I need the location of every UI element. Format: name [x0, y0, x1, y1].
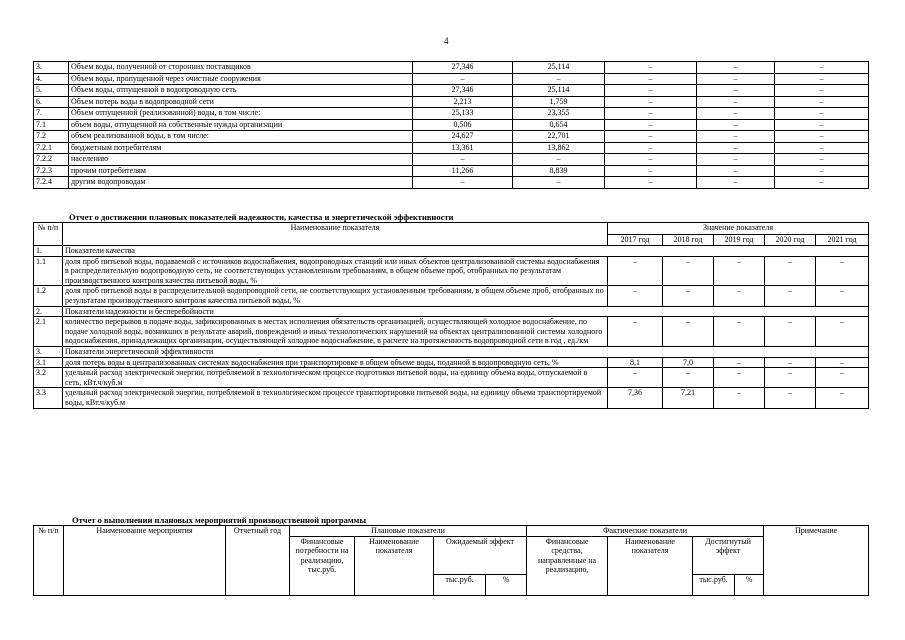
- row-value: –: [697, 154, 775, 166]
- row-value: –: [714, 286, 765, 306]
- row-name: Объем воды, пропущенной через очистные сооружения: [69, 73, 413, 85]
- row-value: –: [775, 165, 869, 177]
- indicators-header-year: 2021 год: [816, 234, 869, 246]
- section-title: Показатели энергетической эффективности: [63, 346, 869, 357]
- row-name: объем реализованной воды, в том числе:: [69, 131, 413, 143]
- table-row: [34, 286, 869, 306]
- row-value: –: [816, 357, 869, 368]
- table-row: [34, 142, 869, 154]
- row-value: 24,627: [413, 131, 513, 143]
- row-number: 1.2: [34, 286, 63, 306]
- row-value: –: [513, 73, 605, 85]
- row-number: 1.: [34, 246, 63, 257]
- row-value: –: [775, 119, 869, 131]
- row-value: 7,36: [608, 388, 663, 408]
- row-value: 23,355: [513, 108, 605, 120]
- row-value: –: [775, 85, 869, 97]
- row-number: 7.2.2: [34, 154, 69, 166]
- section-row: [34, 306, 869, 317]
- row-value: 25,133: [413, 108, 513, 120]
- row-value: –: [697, 85, 775, 97]
- row-name: удельный расход электрической энергии, потребляемой в технологическом процессе подготовки питьевой воды, на единицу объема воды, отпускаемой в сеть, кВт.ч/куб.м: [63, 368, 608, 388]
- measures-header-plan-fin: Финансовые потребности на реализацию, тыс.руб.: [290, 536, 355, 595]
- table-row: [34, 154, 869, 166]
- row-value: –: [697, 108, 775, 120]
- row-value: –: [765, 286, 816, 306]
- table-row: [34, 177, 869, 189]
- table-row: [34, 96, 869, 108]
- row-value: –: [775, 96, 869, 108]
- row-number: 7.1: [34, 119, 69, 131]
- section-title: Показатели качества: [63, 246, 869, 257]
- row-value: 27,346: [413, 85, 513, 97]
- row-name: населению: [69, 154, 413, 166]
- row-number: 3.: [34, 62, 69, 74]
- water-balance-table: [33, 61, 869, 189]
- row-value: –: [816, 388, 869, 408]
- measures-header-plan-pct: %: [486, 575, 527, 595]
- row-value: –: [775, 108, 869, 120]
- measures-header-fact-indicator: Наименование показателя: [608, 536, 693, 595]
- row-value: –: [775, 131, 869, 143]
- row-name: количество перерывов в подаче воды, зафиксированных в местах исполнения обязательств организацией, осуществляющей холодное водоснабжение, по подаче холодной воды, возникших в результате аварий, повреждений и иных технологических нарушений на объектах централизованной системы холодного водоснабжения, принадлежащих организации, осуществляющей холодное водоснабжение, в расчете на протяженность водопроводной сети в год , ед./км: [63, 317, 608, 347]
- measures-header-note: Примечание: [764, 526, 869, 596]
- row-value: –: [765, 357, 816, 368]
- row-value: –: [697, 177, 775, 189]
- section-row: [34, 246, 869, 257]
- measures-header-plan-effect: Ожидаемый эффект: [434, 536, 527, 575]
- row-value: –: [608, 368, 663, 388]
- row-value: –: [605, 119, 697, 131]
- measures-header-fact-pct: %: [735, 575, 764, 595]
- row-number: 3.: [34, 346, 63, 357]
- row-value: 2,213: [413, 96, 513, 108]
- indicators-header-year: 2019 год: [714, 234, 765, 246]
- measures-table-caption: Отчет о выполнении плановых мероприятий производственной программы: [72, 515, 367, 525]
- row-value: –: [663, 368, 714, 388]
- row-number: 7.: [34, 108, 69, 120]
- table-row: [34, 357, 869, 368]
- row-value: –: [714, 317, 765, 347]
- indicators-header-year: 2020 год: [765, 234, 816, 246]
- row-value: –: [816, 286, 869, 306]
- row-value: –: [714, 357, 765, 368]
- row-value: 13,862: [513, 142, 605, 154]
- row-value: –: [714, 388, 765, 408]
- measures-header-name: Наименование мероприятия: [64, 526, 226, 596]
- measures-header-fact: Фактические показатели: [527, 526, 764, 537]
- row-value: 11,266: [413, 165, 513, 177]
- indicators-header-year: 2017 год: [608, 234, 663, 246]
- row-value: –: [605, 108, 697, 120]
- row-value: –: [765, 368, 816, 388]
- row-value: 0,654: [513, 119, 605, 131]
- table-row: [34, 62, 869, 74]
- row-value: –: [775, 62, 869, 74]
- row-value: –: [513, 154, 605, 166]
- measures-table: [33, 525, 869, 596]
- measures-header-fact-fin: Финансовые средства, направленные на реализацию,: [527, 536, 608, 595]
- row-name: бюджетным потребителям: [69, 142, 413, 154]
- row-name: Объем воды, полученной от сторонних поставщиков: [69, 62, 413, 74]
- indicators-header-name: Наименование показателя: [63, 223, 608, 246]
- row-value: 7,21: [663, 388, 714, 408]
- row-value: –: [413, 154, 513, 166]
- row-number: 7.2.3: [34, 165, 69, 177]
- row-name: прочим потребителям: [69, 165, 413, 177]
- row-value: 8,1: [608, 357, 663, 368]
- row-value: –: [413, 177, 513, 189]
- row-name: Объем воды, отпущенной в водопроводную сеть: [69, 85, 413, 97]
- row-value: 8,839: [513, 165, 605, 177]
- row-value: –: [663, 317, 714, 347]
- row-number: 7.2.4: [34, 177, 69, 189]
- row-value: –: [605, 73, 697, 85]
- row-value: –: [765, 317, 816, 347]
- row-name: объем воды, отпущенной на собственные нужды организации: [69, 119, 413, 131]
- measures-header-plan-indicator: Наименование показателя: [355, 536, 434, 595]
- row-number: 1.1: [34, 256, 63, 286]
- table-row: [34, 388, 869, 408]
- row-value: –: [697, 73, 775, 85]
- row-number: 5.: [34, 85, 69, 97]
- row-value: –: [775, 154, 869, 166]
- row-value: –: [714, 256, 765, 286]
- table-row: [34, 368, 869, 388]
- row-value: –: [605, 142, 697, 154]
- row-number: 2.1: [34, 317, 63, 347]
- table-row: [34, 73, 869, 85]
- row-value: 1,759: [513, 96, 605, 108]
- section-title: Показатели надежности и бесперебойности: [63, 306, 869, 317]
- table-row: [34, 85, 869, 97]
- indicators-header-year: 2018 год: [663, 234, 714, 246]
- table-row: [34, 317, 869, 347]
- row-name: Объем отпущенной (реализованной) воды, в том числе:: [69, 108, 413, 120]
- row-value: –: [605, 85, 697, 97]
- measures-header-num: № п/п: [34, 526, 64, 596]
- measures-header-fact-effect: Достигнутый эффект: [693, 536, 764, 575]
- table-row: [34, 256, 869, 286]
- measures-header-period: Отчетный год: [226, 526, 290, 596]
- row-value: –: [775, 177, 869, 189]
- row-name: другим водопроводам: [69, 177, 413, 189]
- row-value: 22,701: [513, 131, 605, 143]
- row-value: –: [765, 256, 816, 286]
- indicators-header-value: Значение показателя: [608, 223, 869, 235]
- table-row: [34, 131, 869, 143]
- row-number: 3.2: [34, 368, 63, 388]
- row-value: 7,0: [663, 357, 714, 368]
- row-value: –: [605, 165, 697, 177]
- row-number: 3.3: [34, 388, 63, 408]
- row-value: –: [697, 62, 775, 74]
- row-value: –: [697, 131, 775, 143]
- row-value: –: [816, 317, 869, 347]
- row-value: –: [816, 256, 869, 286]
- row-value: –: [775, 73, 869, 85]
- row-value: –: [605, 154, 697, 166]
- table-row: [34, 108, 869, 120]
- row-value: –: [608, 286, 663, 306]
- table-row: [34, 165, 869, 177]
- row-value: –: [697, 142, 775, 154]
- row-name: Объем потерь воды в водопроводной сети: [69, 96, 413, 108]
- indicators-table-caption: Отчет о достижении плановых показателей надежности, качества и энергетической эффективности: [69, 212, 454, 222]
- row-value: –: [775, 142, 869, 154]
- indicators-table: [33, 222, 869, 409]
- row-value: –: [605, 177, 697, 189]
- page-number: 4: [444, 36, 449, 46]
- section-row: [34, 346, 869, 357]
- row-name: доля потерь воды в централизованных системах водоснабжения при транспортировке в общем объеме воды, поданной в водопроводную сеть, %: [63, 357, 608, 368]
- row-value: –: [697, 119, 775, 131]
- row-value: 25,114: [513, 62, 605, 74]
- row-number: 7.2.1: [34, 142, 69, 154]
- row-name: доля проб питьевой воды, подаваемой с источников водоснабжения, водопроводных станций или иных объектов централизованной системы водоснабжения в распределительную водопроводную сеть, не соответствующих установленным требованиям, в общем объеме проб, отобранных по результатам производственного контроля качества питьевой воды, %: [63, 256, 608, 286]
- row-number: 7.2: [34, 131, 69, 143]
- row-value: 25,114: [513, 85, 605, 97]
- row-name: удельный расход электрической энергии, потребляемой в технологическом процессе транспортировки питьевой воды, на единицу объема транспортируемой воды, кВт.ч/куб.м: [63, 388, 608, 408]
- row-value: –: [413, 73, 513, 85]
- row-value: –: [765, 388, 816, 408]
- measures-header-fact-rub: тыс.руб.: [693, 575, 735, 595]
- row-value: –: [605, 62, 697, 74]
- row-value: –: [714, 368, 765, 388]
- row-number: 2.: [34, 306, 63, 317]
- row-value: –: [663, 256, 714, 286]
- measures-header-plan: Плановые показатели: [290, 526, 527, 537]
- row-value: –: [608, 256, 663, 286]
- row-value: 13,361: [413, 142, 513, 154]
- row-name: доля проб питьевой воды в распределительной водопроводной сети, не соответствующих установленным требованиям, в общем объеме проб, отобранных по результатам производственного контроля качества питьевой воды, %: [63, 286, 608, 306]
- row-value: –: [697, 96, 775, 108]
- row-value: 0,506: [413, 119, 513, 131]
- row-value: –: [513, 177, 605, 189]
- row-value: 27,346: [413, 62, 513, 74]
- row-value: –: [605, 96, 697, 108]
- row-value: –: [816, 368, 869, 388]
- row-number: 3.1: [34, 357, 63, 368]
- row-value: –: [697, 165, 775, 177]
- row-value: –: [663, 286, 714, 306]
- indicators-header-num: № п/п: [34, 223, 63, 246]
- row-value: –: [605, 131, 697, 143]
- row-number: 6.: [34, 96, 69, 108]
- row-number: 4.: [34, 73, 69, 85]
- measures-header-plan-rub: тыс.руб.: [434, 575, 486, 595]
- row-value: –: [608, 317, 663, 347]
- table-row: [34, 119, 869, 131]
